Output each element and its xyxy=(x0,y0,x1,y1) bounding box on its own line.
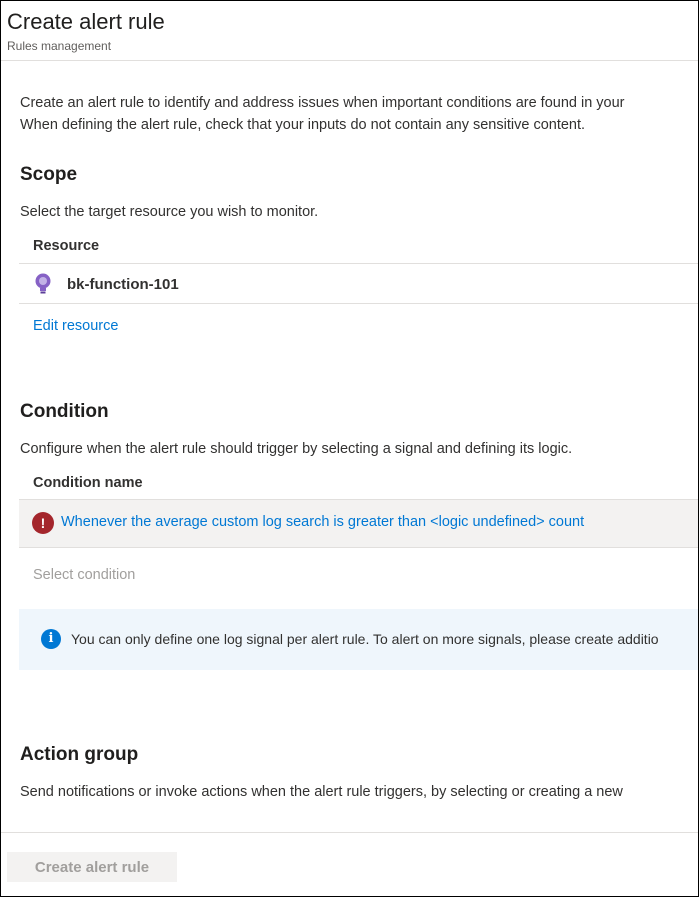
condition-heading: Condition xyxy=(20,401,109,422)
select-condition-link[interactable]: Select condition xyxy=(33,567,136,583)
edit-resource-link[interactable]: Edit resource xyxy=(33,318,119,334)
info-banner xyxy=(19,609,698,670)
action-group-description: Send notifications or invoke actions when the alert rule triggers, by selecting or creating a new xyxy=(20,784,623,800)
condition-link[interactable]: Whenever the average custom log search is greater than <logic undefined> count xyxy=(61,514,585,530)
resource-name: bk-function-101 xyxy=(67,276,179,293)
condition-row[interactable] xyxy=(19,499,698,548)
info-banner-text: You can only define one log signal per alert rule. To alert on more signals, please create additio xyxy=(71,631,659,647)
scope-description: Select the target resource you wish to monitor. xyxy=(20,204,319,220)
divider xyxy=(19,263,698,264)
intro-text-line-2: When defining the alert rule, check that your inputs do not contain any sensitive content. xyxy=(20,117,586,133)
action-group-heading: Action group xyxy=(20,744,139,765)
app-insights-bulb-icon xyxy=(34,272,52,296)
blade-content[interactable] xyxy=(1,61,698,832)
blade-footer xyxy=(1,832,698,897)
create-alert-rule-button[interactable]: Create alert rule xyxy=(7,852,177,882)
condition-description: Configure when the alert rule should trigger by selecting a signal and defining its logic. xyxy=(20,441,573,457)
scope-heading: Scope xyxy=(20,164,78,185)
intro-text-line-1: Create an alert rule to identify and address issues when important conditions are found in your xyxy=(20,95,625,111)
divider xyxy=(19,303,698,304)
page-title: Create alert rule xyxy=(7,9,165,34)
error-icon: ! xyxy=(32,512,54,534)
blade-header xyxy=(1,1,698,61)
resource-column-header: Resource xyxy=(33,238,100,254)
condition-name-column-header: Condition name xyxy=(33,475,143,491)
page-subtitle: Rules management xyxy=(7,39,112,53)
info-icon: i xyxy=(41,629,61,649)
